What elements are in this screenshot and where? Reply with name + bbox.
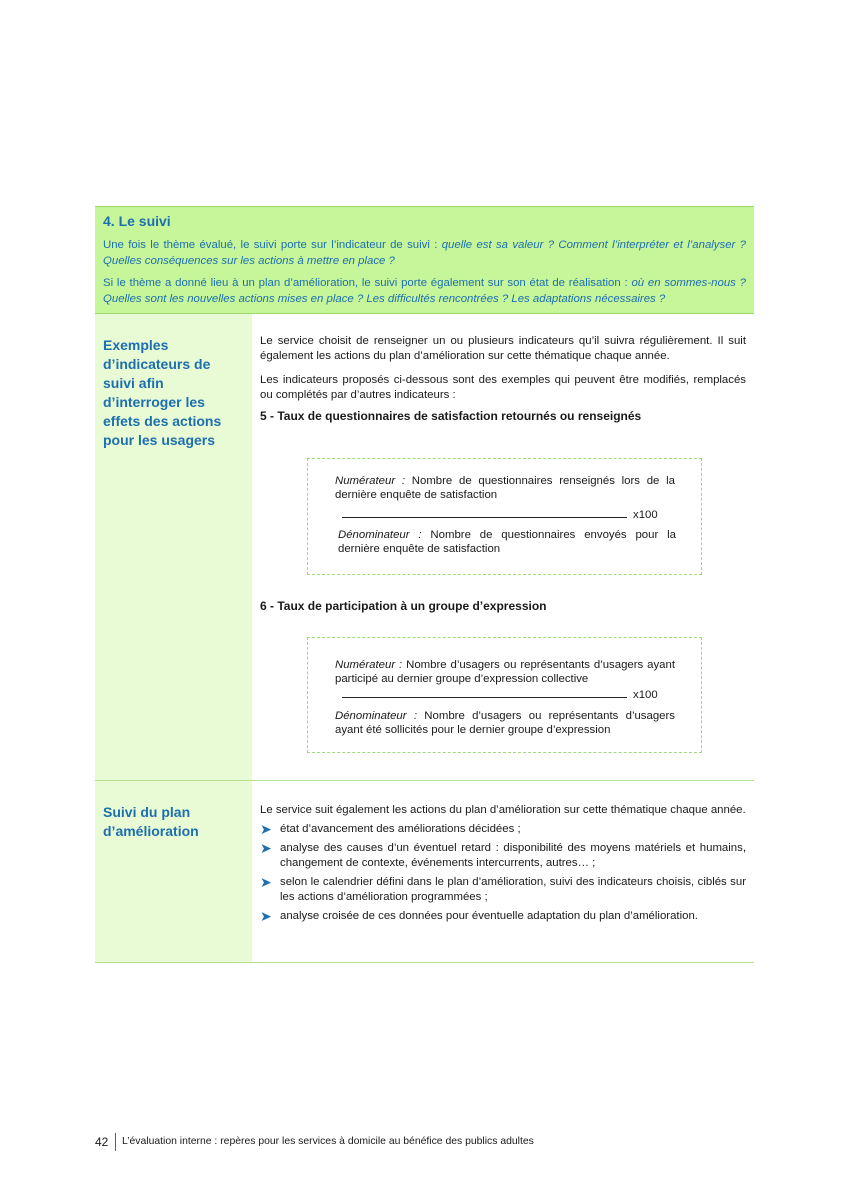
indicators-paragraph-2: Les indicateurs proposés ci-dessous sont des exemples qui peuvent être modifiés, remplacés ou complétés par d’autres indicateurs :: [260, 374, 746, 401]
list-item: [260, 822, 746, 837]
numerator-label: Numérateur :: [335, 475, 406, 487]
list-item: [260, 909, 746, 924]
improvement-side-title: Suivi du plan d’amélioration: [103, 804, 199, 839]
fraction-bar: [342, 697, 627, 698]
denominator-label: Dénominateur :: [335, 710, 417, 722]
denominator-text: Nombre d’usagers ou représentants d’usagers ayant été sollicités pour le dernier groupe d’expression: [335, 710, 675, 736]
section-title: 4. Le suivi: [103, 213, 171, 229]
header-p2-questions: où en sommes-nous ? Quelles sont les nouvelles actions mises en place ? Les difficultés rencontrées ? Les adaptations nécessaires ?: [103, 277, 746, 305]
arrow-right-icon: ➤: [260, 874, 272, 890]
arrow-right-icon: ➤: [260, 908, 272, 924]
bullet-text: analyse des causes d’un éventuel retard : disponibilité des moyens matériels et humains, changement de contexte, événements intercurrents, autres… ;: [280, 842, 746, 869]
indicators-paragraph-1: Le service choisit de renseigner un ou plusieurs indicateurs qu’il suivra régulièrement. Il suit également les actions du plan d’amélioration sur cette thématique chaque année.: [260, 335, 746, 362]
list-item: [260, 875, 746, 905]
page-number: 42: [95, 1135, 109, 1149]
indicator-5-numerator: [335, 474, 675, 502]
indicator-5-formula-box: [307, 458, 702, 575]
numerator-text: Nombre d’usagers ou représentants d’usagers ayant participé au dernier groupe d’expression collective: [335, 659, 675, 685]
indicator-6-denominator: [335, 709, 675, 737]
improvement-content: [260, 803, 746, 924]
improvement-bullet-list: [260, 822, 746, 924]
denominator-label: Dénominateur :: [338, 529, 422, 541]
improvement-plan-section: [95, 781, 754, 963]
header-paragraph-1: [103, 237, 746, 269]
indicators-side-panel: [95, 314, 252, 780]
header-p1-questions: quelle est sa valeur ? Comment l’interpréter et l’analyser ? Quelles conséquences sur les actions à mettre en place ?: [103, 239, 746, 267]
multiplier: x100: [633, 509, 658, 521]
footer-title: L’évaluation interne : repères pour les services à domicile au bénéfice des publics adultes: [122, 1136, 534, 1147]
arrow-right-icon: ➤: [260, 821, 272, 837]
improvement-side-panel: [95, 781, 252, 962]
indicator-6-formula-box: [307, 637, 702, 753]
bullet-text: analyse croisée de ces données pour éventuelle adaptation du plan d’amélioration.: [280, 910, 698, 922]
list-item: [260, 841, 746, 871]
header-paragraph-2: [103, 275, 746, 307]
indicator-5-denominator: [338, 528, 676, 556]
fraction-bar: [342, 517, 627, 518]
indicator-5-title: 5 - Taux de questionnaires de satisfaction retournés ou renseignés: [260, 409, 642, 423]
indicators-section: [95, 314, 754, 781]
footer-separator: [115, 1133, 116, 1151]
bullet-text: selon le calendrier défini dans le plan d’amélioration, suivi des indicateurs choisis, ciblés sur les actions d’amélioration programmées ;: [280, 876, 746, 903]
header-p2-text: Si le thème a donné lieu à un plan d’amélioration, le suivi porte également sur son état de réalisation :: [103, 277, 632, 289]
indicators-side-title: Exemples d’indicateurs de suivi afin d’interroger les effets des actions pour les usagers: [103, 337, 222, 448]
indicator-6-numerator: [335, 658, 675, 686]
improvement-intro: Le service suit également les actions du plan d’amélioration sur cette thématique chaque année.: [260, 804, 746, 816]
header-p1-text: Une fois le thème évalué, le suivi porte sur l’indicateur de suivi :: [103, 239, 442, 251]
suivi-header-box: [95, 206, 754, 314]
indicator-6-title: 6 - Taux de participation à un groupe d’expression: [260, 599, 547, 613]
numerator-text: Nombre de questionnaires renseignés lors de la dernière enquête de satisfaction: [335, 475, 675, 501]
denominator-text: Nombre de questionnaires envoyés pour la dernière enquête de satisfaction: [338, 529, 676, 555]
bullet-text: état d’avancement des améliorations décidées ;: [280, 823, 521, 835]
indicators-intro: [260, 334, 746, 424]
arrow-right-icon: ➤: [260, 840, 272, 856]
numerator-label: Numérateur :: [335, 659, 403, 671]
multiplier: x100: [633, 689, 658, 701]
indicator-6-heading-wrap: [260, 599, 746, 614]
